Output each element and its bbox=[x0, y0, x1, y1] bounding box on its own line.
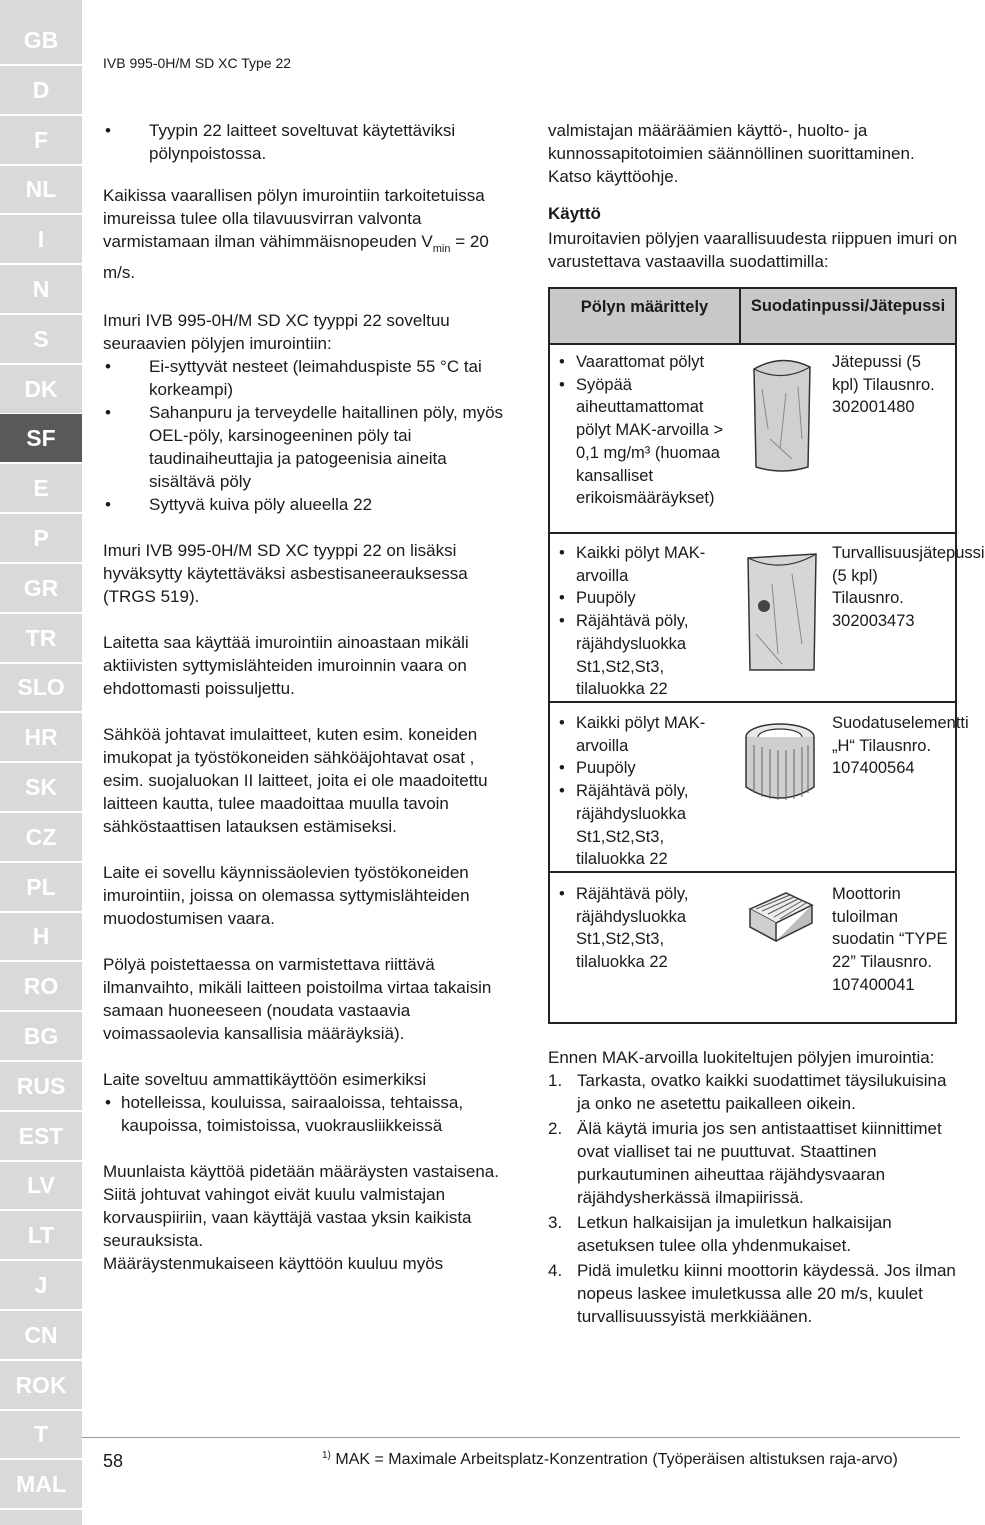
list-item: • Syttyvä kuiva pöly alueella 22 bbox=[103, 493, 515, 516]
list-item: • Kaikki pölyt MAK-arvoilla bbox=[559, 712, 734, 757]
lang-tab-cn[interactable]: CN bbox=[0, 1311, 82, 1361]
page-number: 58 bbox=[103, 1451, 124, 1471]
table-row bbox=[559, 883, 734, 974]
document-header: IVB 995-0H/M SD XC Type 22 bbox=[103, 55, 292, 71]
lang-tab-h[interactable]: H bbox=[0, 912, 82, 962]
list-item: • Ei-syttyvät nesteet (leimahduspiste 55 °C tai korkeampi) bbox=[103, 355, 515, 401]
filter-description: Moottorin tuloilman suodatin “TYPE 22” Tilausnro. 107400041 bbox=[832, 885, 948, 994]
lang-tab-slo[interactable]: SLO bbox=[0, 663, 82, 713]
list-item: • hotelleissa, kouluissa, sairaaloissa, tehtaissa, kaupoissa, toimistoissa, vuokrausliikkeissä bbox=[103, 1091, 515, 1137]
suitable-dusts-intro: Imuri IVB 995-0H/M SD XC tyyppi 22 soveltuu seuraavien pölyjen imurointiin: bbox=[103, 311, 450, 353]
machine-tools-paragraph: Laite ei sovellu käynnissäolevien työstökoneiden imurointiin, joissa on olemassa syttymislähteiden muodostumisen vaara. bbox=[103, 863, 470, 928]
lang-tab-j[interactable]: J bbox=[0, 1261, 82, 1311]
grounding-paragraph: Sähköä johtavat imulaitteet, kuten esim. koneiden imukopat ja työstökoneiden sähköäjohtavat osat , esim. suojaluokan II laitteet, joita ei ole maadoitettu laitteen kautta, tulee maadoittaa muulla tavoin sähköstaattisen latauksen estämiseksi. bbox=[103, 725, 488, 836]
list-item: • Räjähtävä pöly, räjähdysluokka St1,St2,St3, tilaluokka 22 bbox=[559, 883, 734, 974]
table-header-filter: Suodatinpussi/Jätepussi bbox=[741, 289, 955, 343]
lang-tab-gb[interactable]: GB bbox=[0, 16, 82, 66]
lang-tab-rok[interactable]: ROK bbox=[0, 1361, 82, 1411]
list-item: • Räjähtävä pöly, räjähdysluokka St1,St2,St3, tilaluokka 22 bbox=[559, 780, 734, 871]
lang-tab-gr[interactable]: GR bbox=[0, 564, 82, 614]
motor-filter-icon bbox=[746, 887, 816, 947]
suitability-bullet: • Tyypin 22 laitteet soveltuvat käytettäviksi pölynpoistossa. bbox=[103, 119, 515, 165]
misuse-paragraph: Muunlaista käyttöä pidetään määräysten vastaisena. Siitä johtuvat vahingot eivät kuulu valmistajan korvauspiiriin, vaan käyttäjä vastaa yksin kaikista seurauksista. bbox=[103, 1162, 499, 1250]
suitable-dusts-list bbox=[103, 355, 515, 516]
lang-tab-pl[interactable]: PL bbox=[0, 863, 82, 913]
ignition-paragraph: Laitetta saa käyttää imurointiin ainoastaan mikäli aktiivisten syttymislähteiden imuroinnin vaara on ehdottomasti poissuljettu. bbox=[103, 633, 469, 698]
asbestos-paragraph: Imuri IVB 995-0H/M SD XC tyyppi 22 on lisäksi hyväksytty käytettäväksi asbestisaneerauksessa (TRGS 519). bbox=[103, 541, 468, 606]
lang-tab-p[interactable]: P bbox=[0, 514, 82, 564]
table-row bbox=[559, 351, 734, 510]
filter-description: Jätepussi (5 kpl) Tilausnro. 302001480 bbox=[832, 353, 935, 417]
table-row bbox=[559, 712, 734, 871]
lang-tab-lv[interactable]: LV bbox=[0, 1161, 82, 1211]
mak-intro: Ennen MAK-arvoilla luokiteltujen pölyjen imurointia: bbox=[548, 1048, 935, 1067]
lang-tab-tr[interactable]: TR bbox=[0, 614, 82, 664]
lang-tab-s[interactable]: S bbox=[0, 315, 82, 365]
lang-tab-t[interactable]: T bbox=[0, 1410, 82, 1460]
lang-tab-n[interactable]: N bbox=[0, 265, 82, 315]
filter-description: Suodatuselementti „H“ Tilausnro. 107400564 bbox=[832, 714, 969, 778]
filter-element-icon bbox=[742, 719, 818, 809]
list-item: 2. Älä käytä imuria jos sen antistaattiset kiinnittimet ovat vialliset tai ne puuttuvat. Staattinen purkautuminen aiheuttaa räjähdysvaaran räjähdysherkässä ilmapiirissä. bbox=[548, 1119, 942, 1207]
list-item: • Puupöly bbox=[559, 757, 734, 780]
lang-tab-ro[interactable]: RO bbox=[0, 962, 82, 1012]
right-column-top bbox=[548, 119, 960, 273]
airflow-paragraph: Kaikissa vaarallisen pölyn imurointiin tarkoitetuissa imureissa tulee olla tilavuusvirran valvonta varmistamaan ilman vähimmäisnopeuden $V_{min} = 20$ m/s. bbox=[103, 186, 489, 282]
table-header-dust: Pölyn määrittely bbox=[550, 289, 739, 343]
list-item: • Syöpää aiheuttamattomat pölyt MAK-arvoilla > 0,1 mg/m³ (huomaa kansalliset erikoismääräykset) bbox=[559, 374, 734, 510]
safety-bag-icon bbox=[742, 544, 822, 684]
lang-tab-rus[interactable]: RUS bbox=[0, 1062, 82, 1112]
lang-tab-lt[interactable]: LT bbox=[0, 1211, 82, 1261]
lang-tab-d[interactable]: D bbox=[0, 66, 82, 116]
lang-tab-dk[interactable]: DK bbox=[0, 365, 82, 415]
list-item: 3. Letkun halkaisijan ja imuletkun halkaisijan asetuksen tulee olla yhdenmukaiset. bbox=[548, 1213, 892, 1255]
list-item: 1. Tarkasta, ovatko kaikki suodattimet täysilukuisina ja onko ne asetettu paikalleen oikein. bbox=[548, 1071, 947, 1113]
lang-tab-cz[interactable]: CZ bbox=[0, 813, 82, 863]
lang-tab-bg[interactable]: BG bbox=[0, 1012, 82, 1062]
lang-tab-nl[interactable]: NL bbox=[0, 165, 82, 215]
right-column-bottom bbox=[548, 1046, 956, 1328]
lang-tab-est[interactable]: EST bbox=[0, 1112, 82, 1162]
footer-divider bbox=[82, 1437, 960, 1438]
filter-table bbox=[548, 287, 985, 1024]
lang-tab-sf[interactable]: SF bbox=[0, 414, 82, 464]
intended-use-paragraph: Määräystenmukaiseen käyttöön kuuluu myös bbox=[103, 1254, 444, 1273]
lang-tab-i[interactable]: I bbox=[0, 215, 82, 265]
list-item: • Räjähtävä pöly, räjähdysluokka St1,St2,St3, tilaluokka 22 bbox=[559, 610, 734, 701]
language-sidebar bbox=[0, 0, 82, 1525]
waste-bag-icon bbox=[746, 349, 818, 479]
lang-tab-f[interactable]: F bbox=[0, 116, 82, 166]
list-item: • Puupöly bbox=[559, 587, 734, 610]
footnote: $^{1)}$ MAK = Maximale Arbeitsplatz-Konzentration (Työperäisen altistuksen raja-arvo) bbox=[322, 1450, 898, 1468]
lang-tab-e[interactable]: E bbox=[0, 464, 82, 514]
filter-description: Turvallisuusjätepussi (5 kpl) Tilausnro. 302003473 bbox=[832, 544, 985, 631]
lang-tab-sk[interactable]: SK bbox=[0, 763, 82, 813]
list-item: • Vaarattomat pölyt bbox=[559, 351, 734, 374]
list-item: 4. Pidä imuletku kiinni moottorin käydessä. Jos ilman nopeus laskee imuletkussa alle 20 m/s, kuulet turvallisuussyistä merkkiäänen. bbox=[548, 1261, 956, 1326]
left-column bbox=[103, 119, 515, 1275]
list-item: • Sahanpuru ja terveydelle haitallinen pöly, myös OEL-pöly, karsinogeeninen pöly tai taudinaiheuttajia ja patogeenisia aineita sisältävä pöly bbox=[103, 401, 515, 493]
section-heading: Käyttö bbox=[548, 204, 601, 223]
table-row bbox=[559, 542, 734, 701]
continuation-paragraph: valmistajan määräämien käyttö-, huolto- ja kunnossapitotoimien säännöllinen suorittaminen. Katso käyttöohje. bbox=[548, 121, 915, 186]
filter-intro: Imuroitavien pölyjen vaarallisuudesta riippuen imuri on varustettava vastaavilla suodattimilla: bbox=[548, 229, 958, 271]
lang-tab-hr[interactable]: HR bbox=[0, 713, 82, 763]
lang-tab-mal[interactable]: MAL bbox=[0, 1460, 82, 1510]
ventilation-paragraph: Pölyä poistettaessa on varmistettava riittävä ilmanvaihto, mikäli laitteen poistoilma virtaa takaisin samaan huoneeseen (noudata vastaavia voimassaolevia kansallisia määräyksiä). bbox=[103, 955, 492, 1043]
list-item: • Kaikki pölyt MAK-arvoilla bbox=[559, 542, 734, 587]
commercial-use-intro: Laite soveltuu ammattikäyttöön esimerkiksi bbox=[103, 1070, 427, 1089]
